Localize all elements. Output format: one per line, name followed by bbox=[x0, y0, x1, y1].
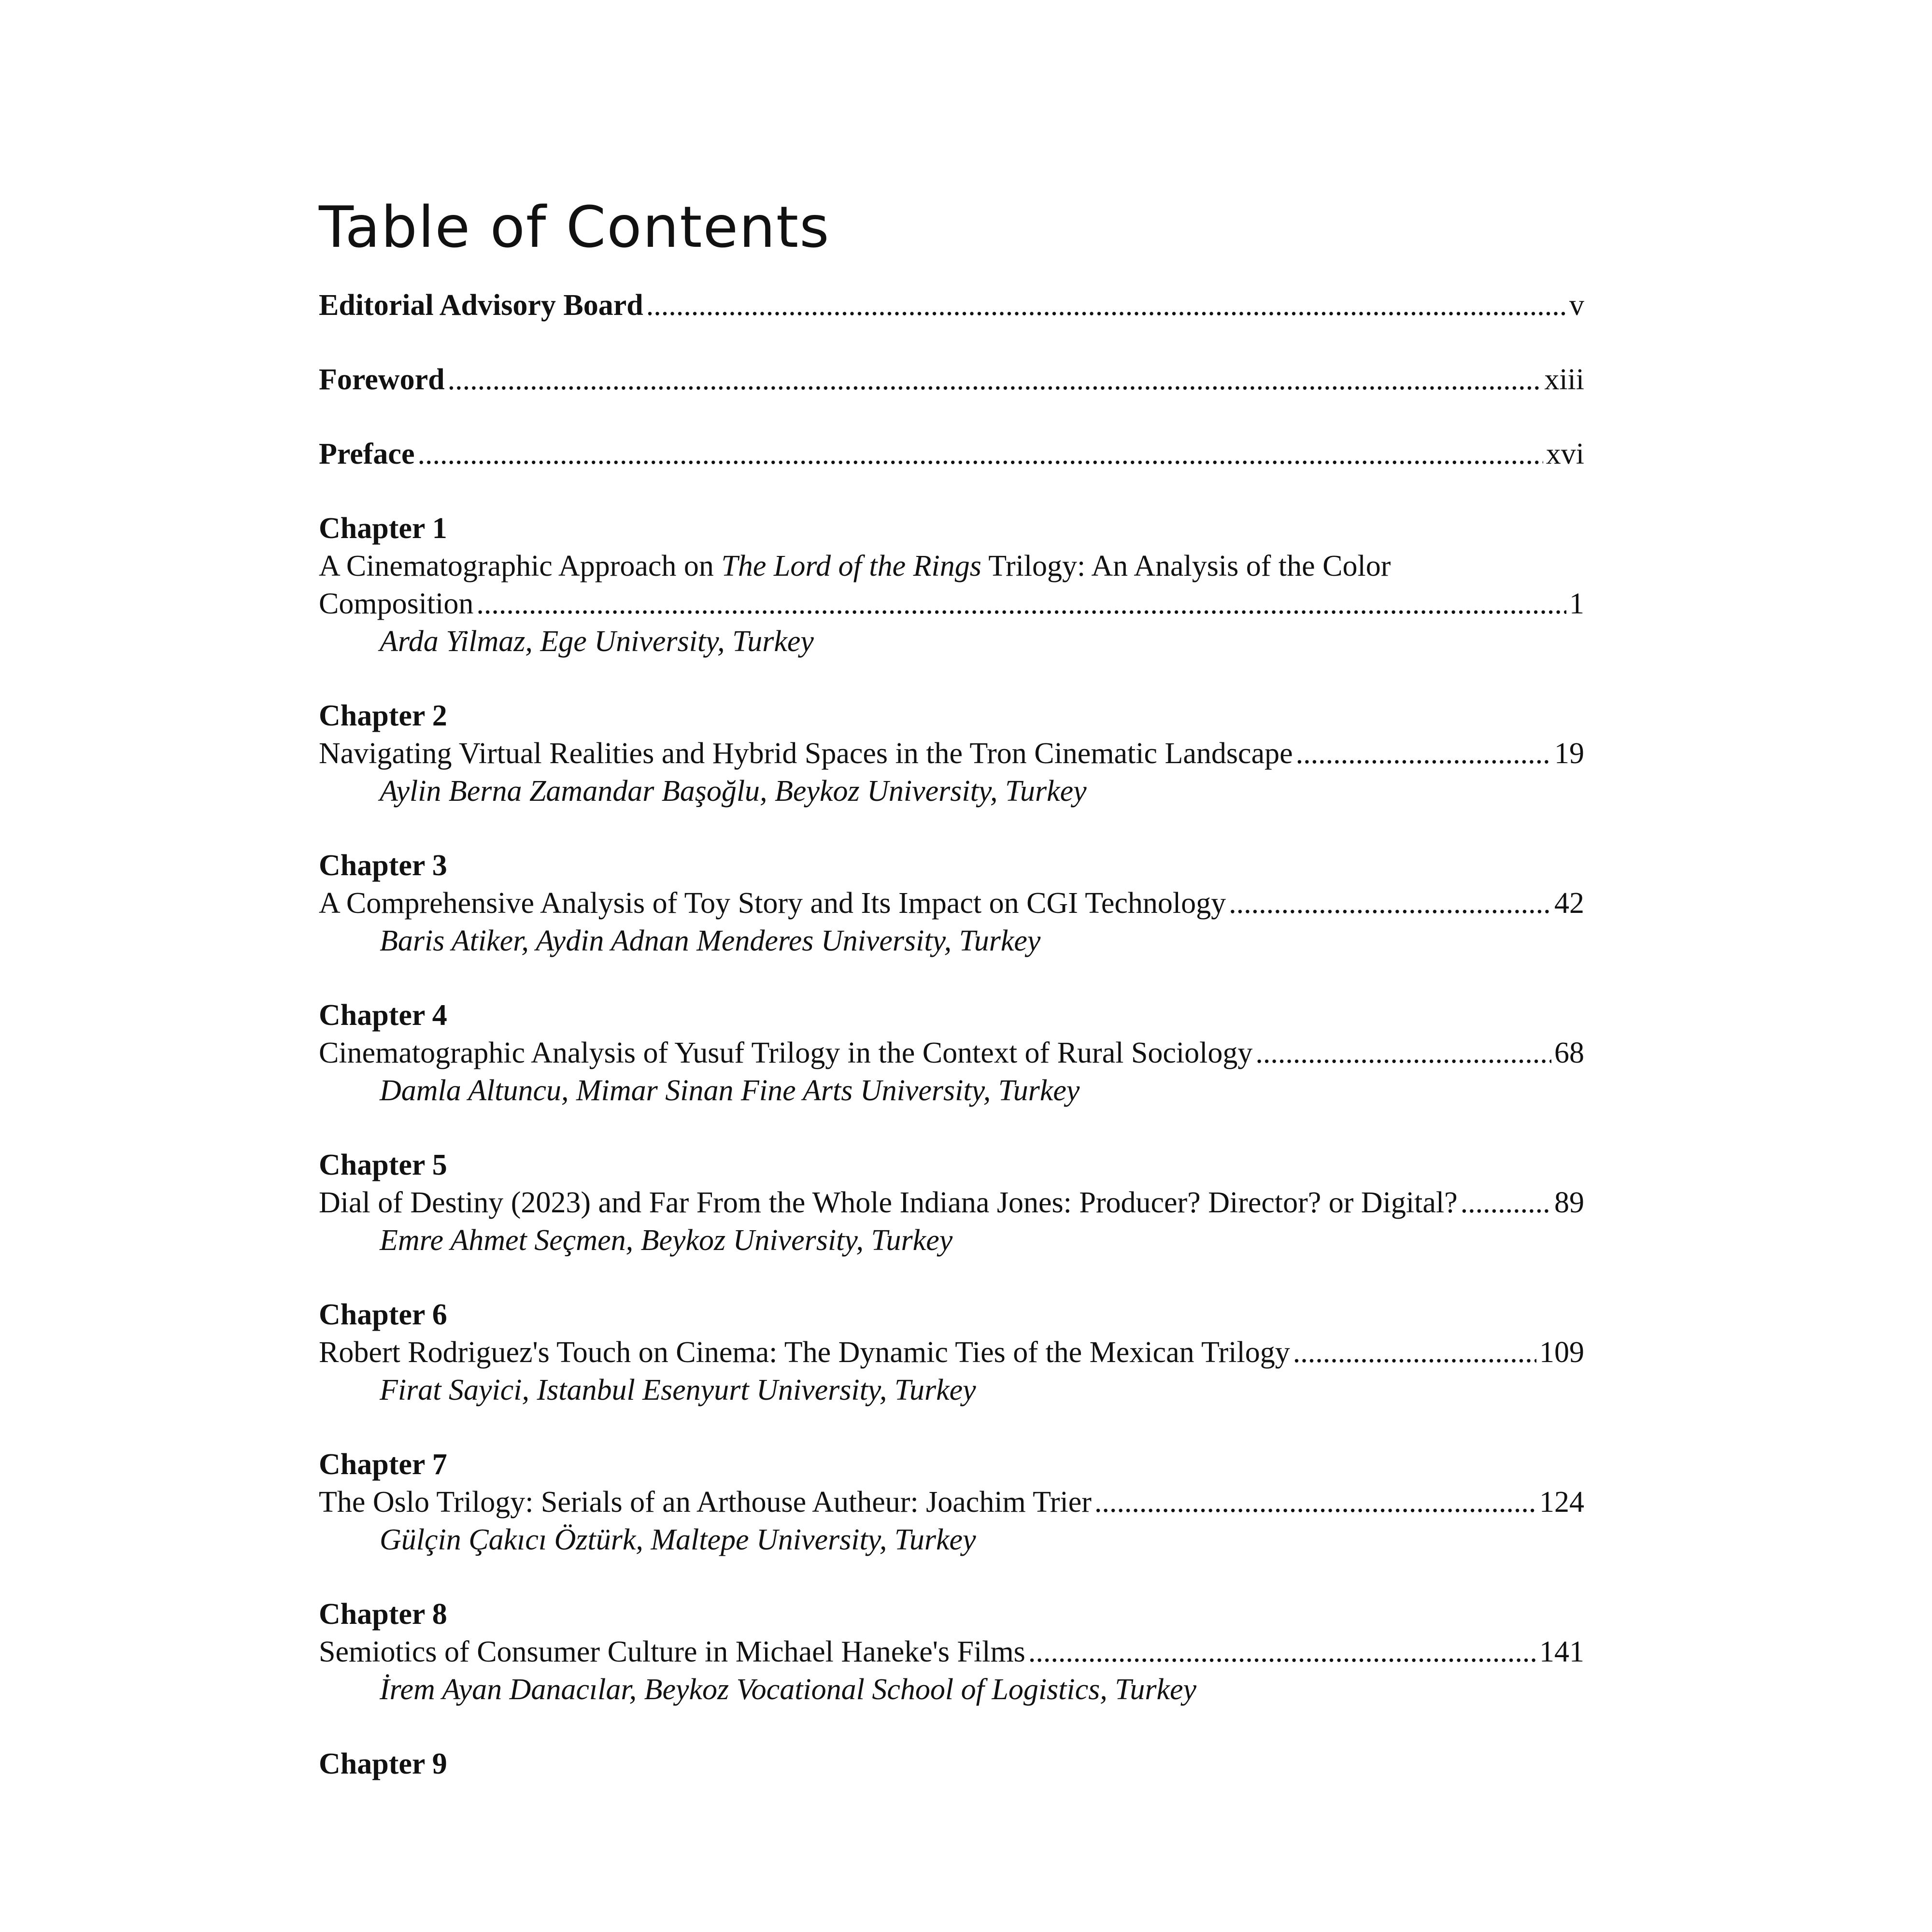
dot-leader bbox=[1229, 884, 1551, 922]
page-number: xvi bbox=[1546, 438, 1584, 470]
chapter-label: Chapter 2 bbox=[319, 699, 447, 732]
chapter-label: Chapter 8 bbox=[319, 1598, 447, 1631]
toc-entry-chapter-9[interactable] bbox=[319, 1745, 1584, 1783]
chapter-label: Chapter 3 bbox=[319, 849, 447, 882]
dot-leader bbox=[476, 585, 1566, 623]
toc-entry-editorial-advisory-board[interactable] bbox=[319, 286, 1584, 324]
toc-entry-chapter-5[interactable] bbox=[319, 1146, 1584, 1259]
chapter-author: Emre Ahmet Seçmen, Beykoz University, Turkey bbox=[380, 1224, 953, 1257]
toc-entry-chapter-1[interactable] bbox=[319, 510, 1584, 660]
page-number: xiii bbox=[1544, 363, 1584, 396]
page-number: v bbox=[1569, 289, 1584, 322]
dot-leader bbox=[1094, 1483, 1536, 1521]
toc-entry-chapter-6[interactable] bbox=[319, 1296, 1584, 1409]
page-number: 42 bbox=[1554, 887, 1584, 920]
chapter-title-line bbox=[319, 547, 1584, 585]
chapter-title-text: Composition bbox=[319, 587, 474, 620]
chapter-author: Firat Sayici, Istanbul Esenyurt University, Turkey bbox=[380, 1374, 976, 1406]
chapter-label: Chapter 1 bbox=[319, 512, 447, 545]
chapter-title-text: Semiotics of Consumer Culture in Michael Haneke's Films bbox=[319, 1635, 1025, 1668]
entry-label: Preface bbox=[319, 438, 415, 470]
page-number: 68 bbox=[1554, 1037, 1584, 1069]
dot-leader bbox=[417, 435, 1543, 473]
toc-entry-chapter-7[interactable] bbox=[319, 1446, 1584, 1559]
page-number: 141 bbox=[1539, 1635, 1584, 1668]
chapter-title-text: A Cinematographic Approach on bbox=[319, 550, 722, 582]
entry-label: Foreword bbox=[319, 363, 445, 396]
page-number: 1 bbox=[1569, 587, 1584, 620]
chapter-label: Chapter 6 bbox=[319, 1298, 447, 1331]
chapter-author: Damla Altuncu, Mimar Sinan Fine Arts University, Turkey bbox=[380, 1074, 1080, 1107]
toc-entry-chapter-2[interactable] bbox=[319, 697, 1584, 810]
toc-entry-chapter-4[interactable] bbox=[319, 996, 1584, 1109]
dot-leader bbox=[1296, 735, 1551, 772]
chapter-author: Baris Atiker, Aydin Adnan Menderes University, Turkey bbox=[380, 924, 1041, 957]
chapter-title-text: Dial of Destiny (2023) and Far From the Whole Indiana Jones: Producer? Director? or Digital? bbox=[319, 1186, 1458, 1219]
chapter-title-text: Trilogy: An Analysis of the Color bbox=[981, 550, 1391, 582]
toc-entry-preface[interactable] bbox=[319, 435, 1584, 473]
chapter-author: Aylin Berna Zamandar Başoğlu, Beykoz University, Turkey bbox=[380, 775, 1087, 808]
toc-entry-foreword[interactable] bbox=[319, 361, 1584, 398]
chapter-label: Chapter 5 bbox=[319, 1149, 447, 1181]
toc-entry-chapter-3[interactable] bbox=[319, 847, 1584, 960]
chapter-author: Arda Yilmaz, Ege University, Turkey bbox=[380, 625, 814, 658]
dot-leader bbox=[1461, 1184, 1551, 1222]
toc-page bbox=[319, 191, 1584, 1819]
chapter-label: Chapter 7 bbox=[319, 1448, 447, 1481]
page-number: 109 bbox=[1539, 1336, 1584, 1369]
dot-leader bbox=[1028, 1633, 1536, 1671]
dot-leader bbox=[1255, 1034, 1551, 1072]
entry-label: Editorial Advisory Board bbox=[319, 289, 643, 322]
chapter-author: İrem Ayan Danacılar, Beykoz Vocational School of Logistics, Turkey bbox=[380, 1673, 1197, 1706]
chapter-label: Chapter 4 bbox=[319, 999, 447, 1032]
page-number: 124 bbox=[1539, 1486, 1584, 1519]
dot-leader bbox=[646, 286, 1566, 324]
chapter-title-text: Robert Rodriguez's Touch on Cinema: The Dynamic Ties of the Mexican Trilogy bbox=[319, 1336, 1290, 1369]
dot-leader bbox=[448, 361, 1542, 398]
chapter-title-italic: The Lord of the Rings bbox=[721, 550, 981, 582]
page-title: Table of Contents bbox=[319, 194, 830, 260]
page-number: 89 bbox=[1554, 1186, 1584, 1219]
chapter-label: Chapter 9 bbox=[319, 1747, 447, 1780]
dot-leader bbox=[1293, 1334, 1536, 1371]
chapter-author: Gülçin Çakıcı Öztürk, Maltepe University, Turkey bbox=[380, 1523, 976, 1556]
chapter-title-text: Navigating Virtual Realities and Hybrid Spaces in the Tron Cinematic Landscape bbox=[319, 737, 1293, 770]
chapter-title-text: Cinematographic Analysis of Yusuf Trilogy in the Context of Rural Sociology bbox=[319, 1037, 1253, 1069]
chapter-title-text: A Comprehensive Analysis of Toy Story and Its Impact on CGI Technology bbox=[319, 887, 1226, 920]
page-number: 19 bbox=[1554, 737, 1584, 770]
toc-entry-chapter-8[interactable] bbox=[319, 1595, 1584, 1708]
chapter-title-text: The Oslo Trilogy: Serials of an Arthouse Autheur: Joachim Trier bbox=[319, 1486, 1092, 1519]
